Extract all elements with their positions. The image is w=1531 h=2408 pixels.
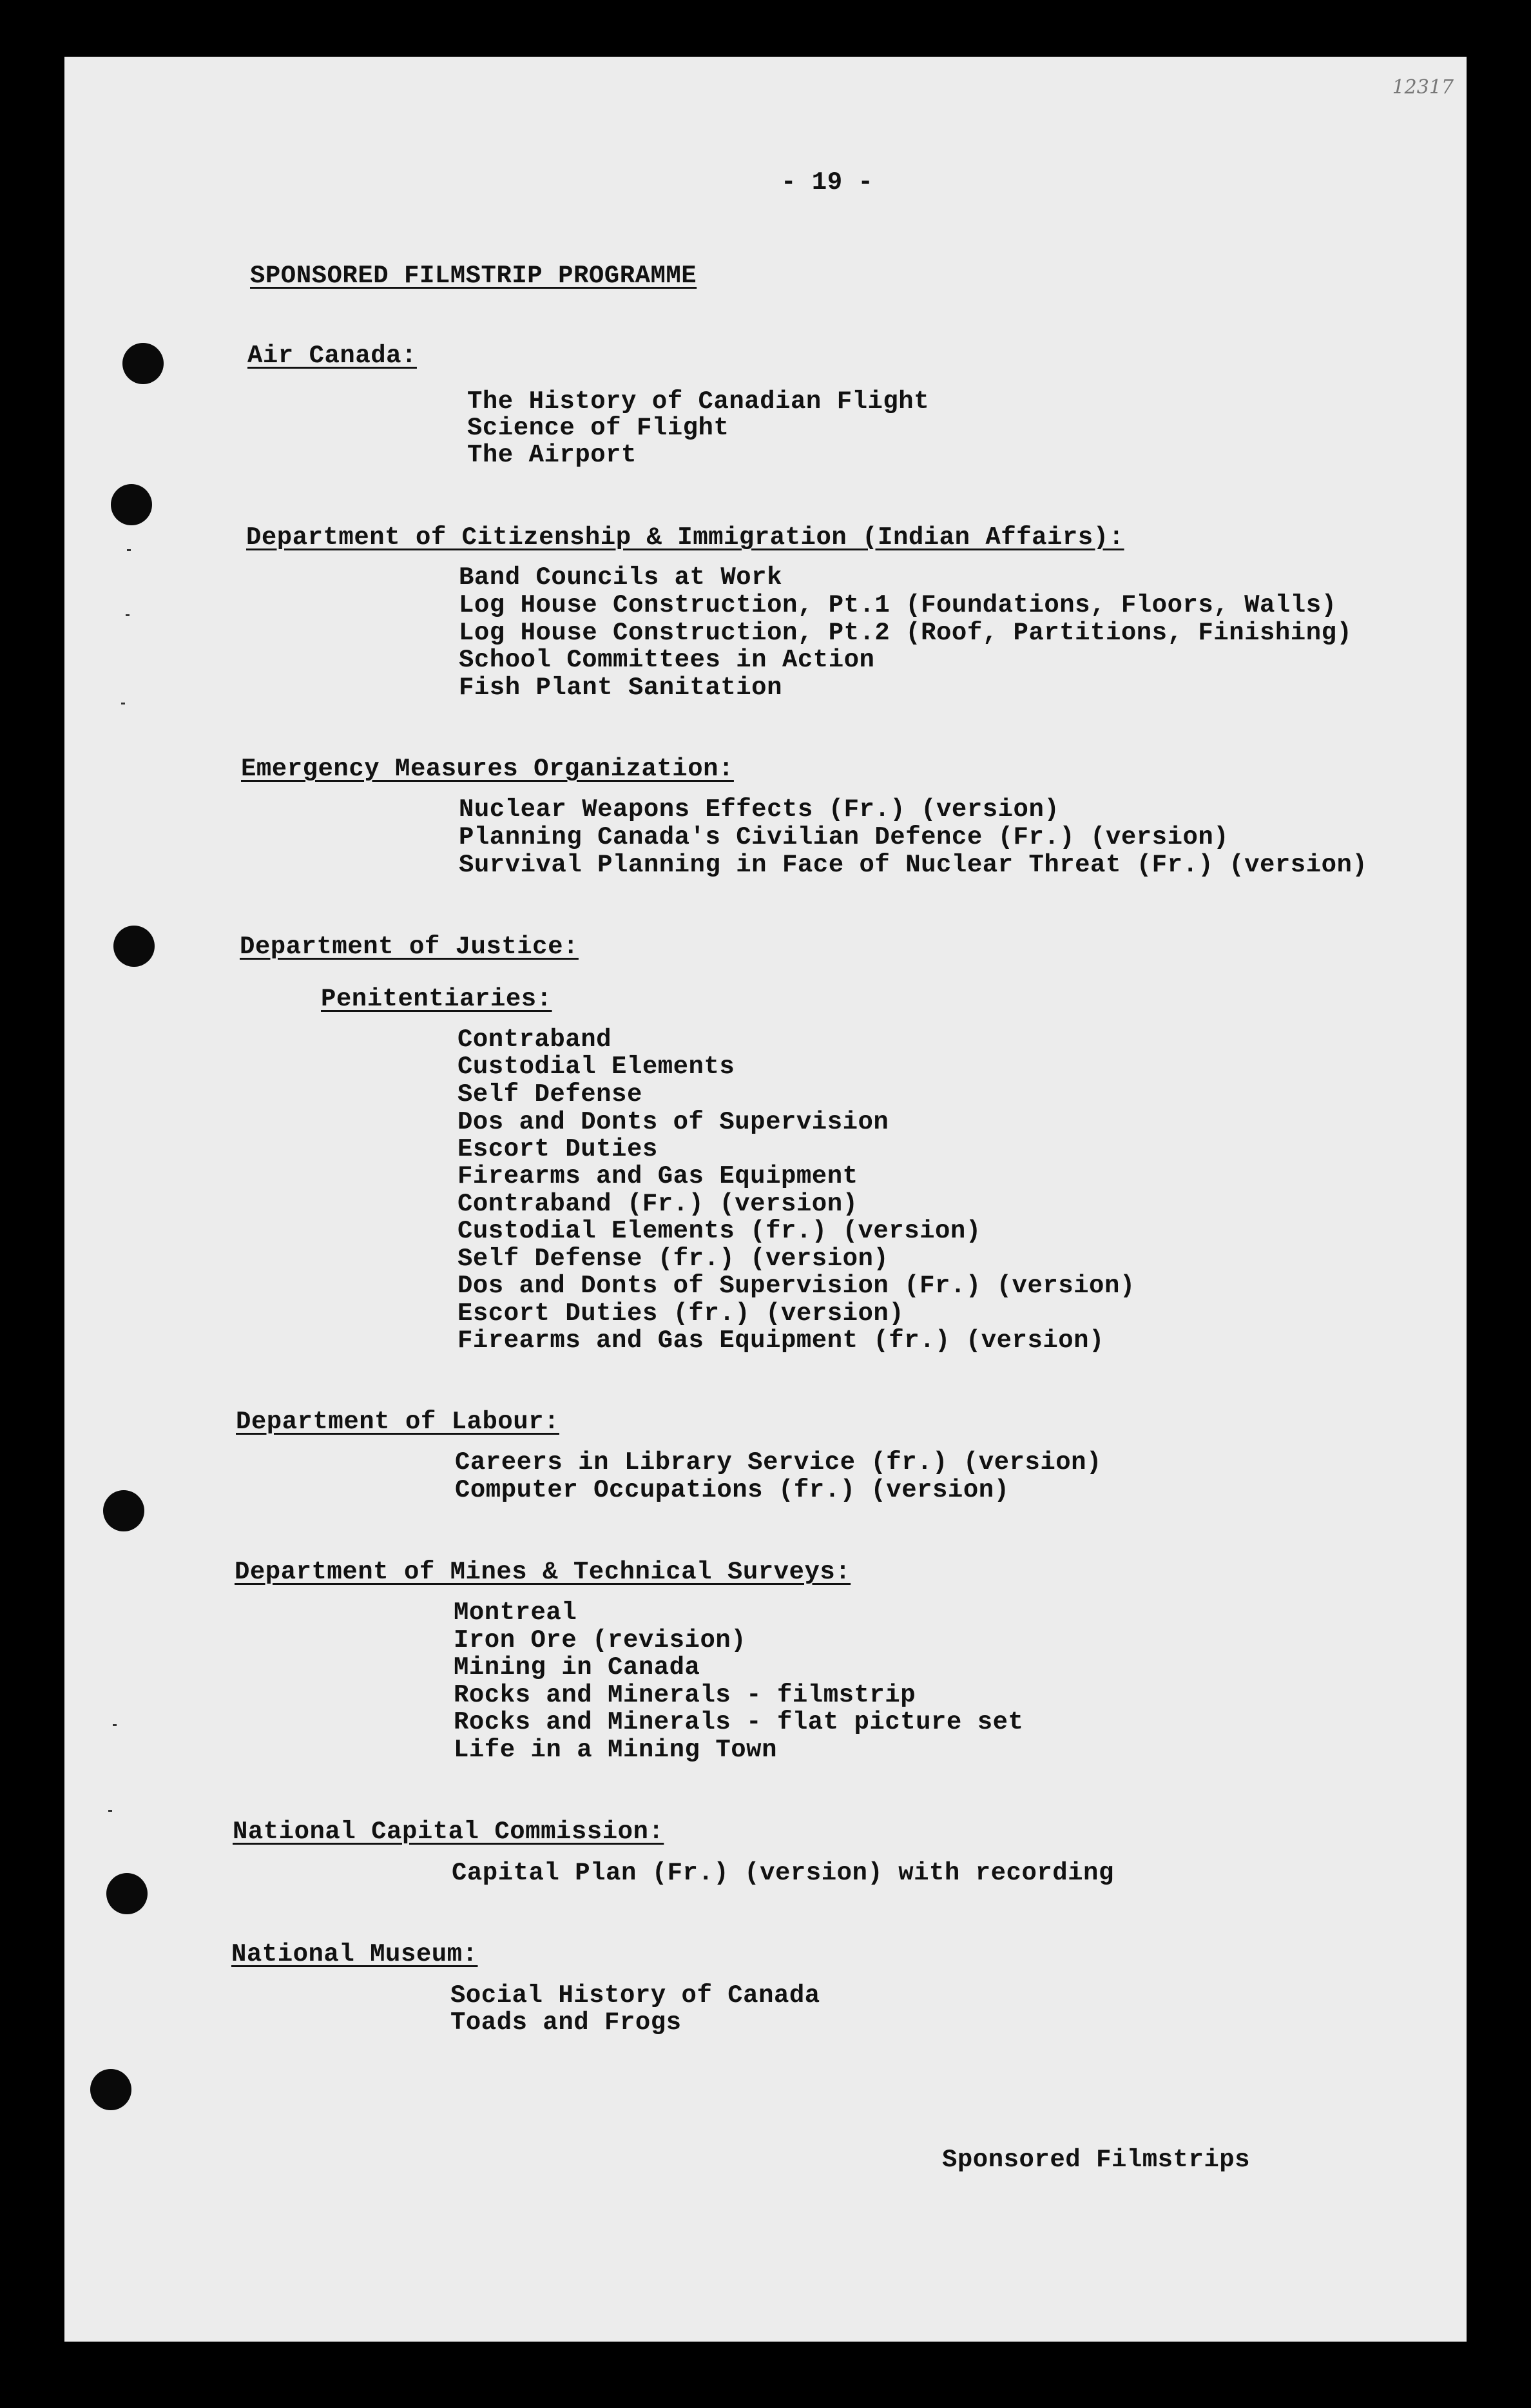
list-item: Contraband	[457, 1025, 612, 1054]
speck	[108, 1810, 112, 1812]
list-item: Montreal	[454, 1598, 577, 1627]
list-item: Custodial Elements	[457, 1053, 735, 1081]
list-item: Band Councils at Work	[459, 563, 782, 592]
list-item: Survival Planning in Face of Nuclear Threat (Fr.) (version)	[459, 851, 1368, 879]
speck	[113, 1724, 117, 1726]
list-item: Life in a Mining Town	[454, 1736, 777, 1764]
list-item: Careers in Library Service (fr.) (version)	[455, 1448, 1102, 1477]
list-item: Log House Construction, Pt.2 (Roof, Partitions, Finishing)	[459, 619, 1353, 647]
section-heading: Department of Citizenship & Immigration (Indian Affairs):	[246, 523, 1124, 552]
list-item: Computer Occupations (fr.) (version)	[455, 1476, 1010, 1504]
list-item: Escort Duties	[457, 1135, 658, 1163]
list-item: Fish Plant Sanitation	[459, 674, 782, 702]
list-item: Iron Ore (revision)	[454, 1626, 747, 1655]
list-item: Self Defense (fr.) (version)	[457, 1245, 889, 1273]
list-item: Social History of Canada	[450, 1981, 820, 2010]
list-item: Contraband (Fr.) (version)	[457, 1190, 858, 1218]
list-item: Planning Canada's Civilian Defence (Fr.) (version)	[459, 823, 1229, 851]
section-heading: National Capital Commission:	[233, 1818, 664, 1846]
page-title: SPONSORED FILMSTRIP PROGRAMME	[250, 262, 697, 290]
list-item: Nuclear Weapons Effects (Fr.) (version)	[459, 795, 1060, 824]
list-item: Firearms and Gas Equipment (fr.) (version)	[457, 1326, 1104, 1355]
list-item: Log House Construction, Pt.1 (Foundations, Floors, Walls)	[459, 591, 1337, 619]
list-item: School Committees in Action	[459, 646, 875, 674]
list-item: Rocks and Minerals - flat picture set	[454, 1708, 1024, 1736]
punch-hole	[103, 1490, 144, 1531]
list-item: Escort Duties (fr.) (version)	[457, 1299, 905, 1328]
list-item: Custodial Elements (fr.) (version)	[457, 1217, 981, 1245]
archive-number: 12317	[1392, 76, 1454, 99]
list-item: Rocks and Minerals - filmstrip	[454, 1681, 916, 1709]
list-item: The History of Canadian Flight	[467, 387, 930, 416]
section-heading: Department of Labour:	[236, 1408, 559, 1436]
punch-hole	[113, 926, 155, 967]
speck	[126, 614, 130, 616]
list-item: Mining in Canada	[454, 1653, 700, 1682]
punch-hole	[90, 2069, 131, 2110]
section-heading: Air Canada:	[247, 342, 417, 370]
list-item: Science of Flight	[467, 414, 729, 442]
list-item: Toads and Frogs	[450, 2008, 682, 2037]
speck	[121, 703, 125, 704]
section-heading: National Museum:	[231, 1940, 478, 1968]
list-item: Self Defense	[457, 1080, 642, 1109]
section-subheading: Penitentiaries:	[321, 985, 552, 1013]
punch-hole	[106, 1873, 148, 1914]
speck	[127, 549, 131, 551]
section-heading: Department of Mines & Technical Surveys:	[235, 1558, 851, 1586]
list-item: Dos and Donts of Supervision (Fr.) (version)	[457, 1272, 1135, 1300]
list-item: The Airport	[467, 441, 637, 469]
list-item: Capital Plan (Fr.) (version) with recording	[452, 1859, 1114, 1887]
section-heading: Department of Justice:	[240, 933, 579, 961]
list-item: Dos and Donts of Supervision	[457, 1108, 889, 1136]
section-heading: Emergency Measures Organization:	[241, 755, 734, 783]
punch-hole	[122, 343, 164, 384]
list-item: Firearms and Gas Equipment	[457, 1162, 858, 1190]
page-number: - 19 -	[781, 168, 874, 197]
footer-label: Sponsored Filmstrips	[942, 2146, 1251, 2174]
punch-hole	[111, 484, 152, 525]
